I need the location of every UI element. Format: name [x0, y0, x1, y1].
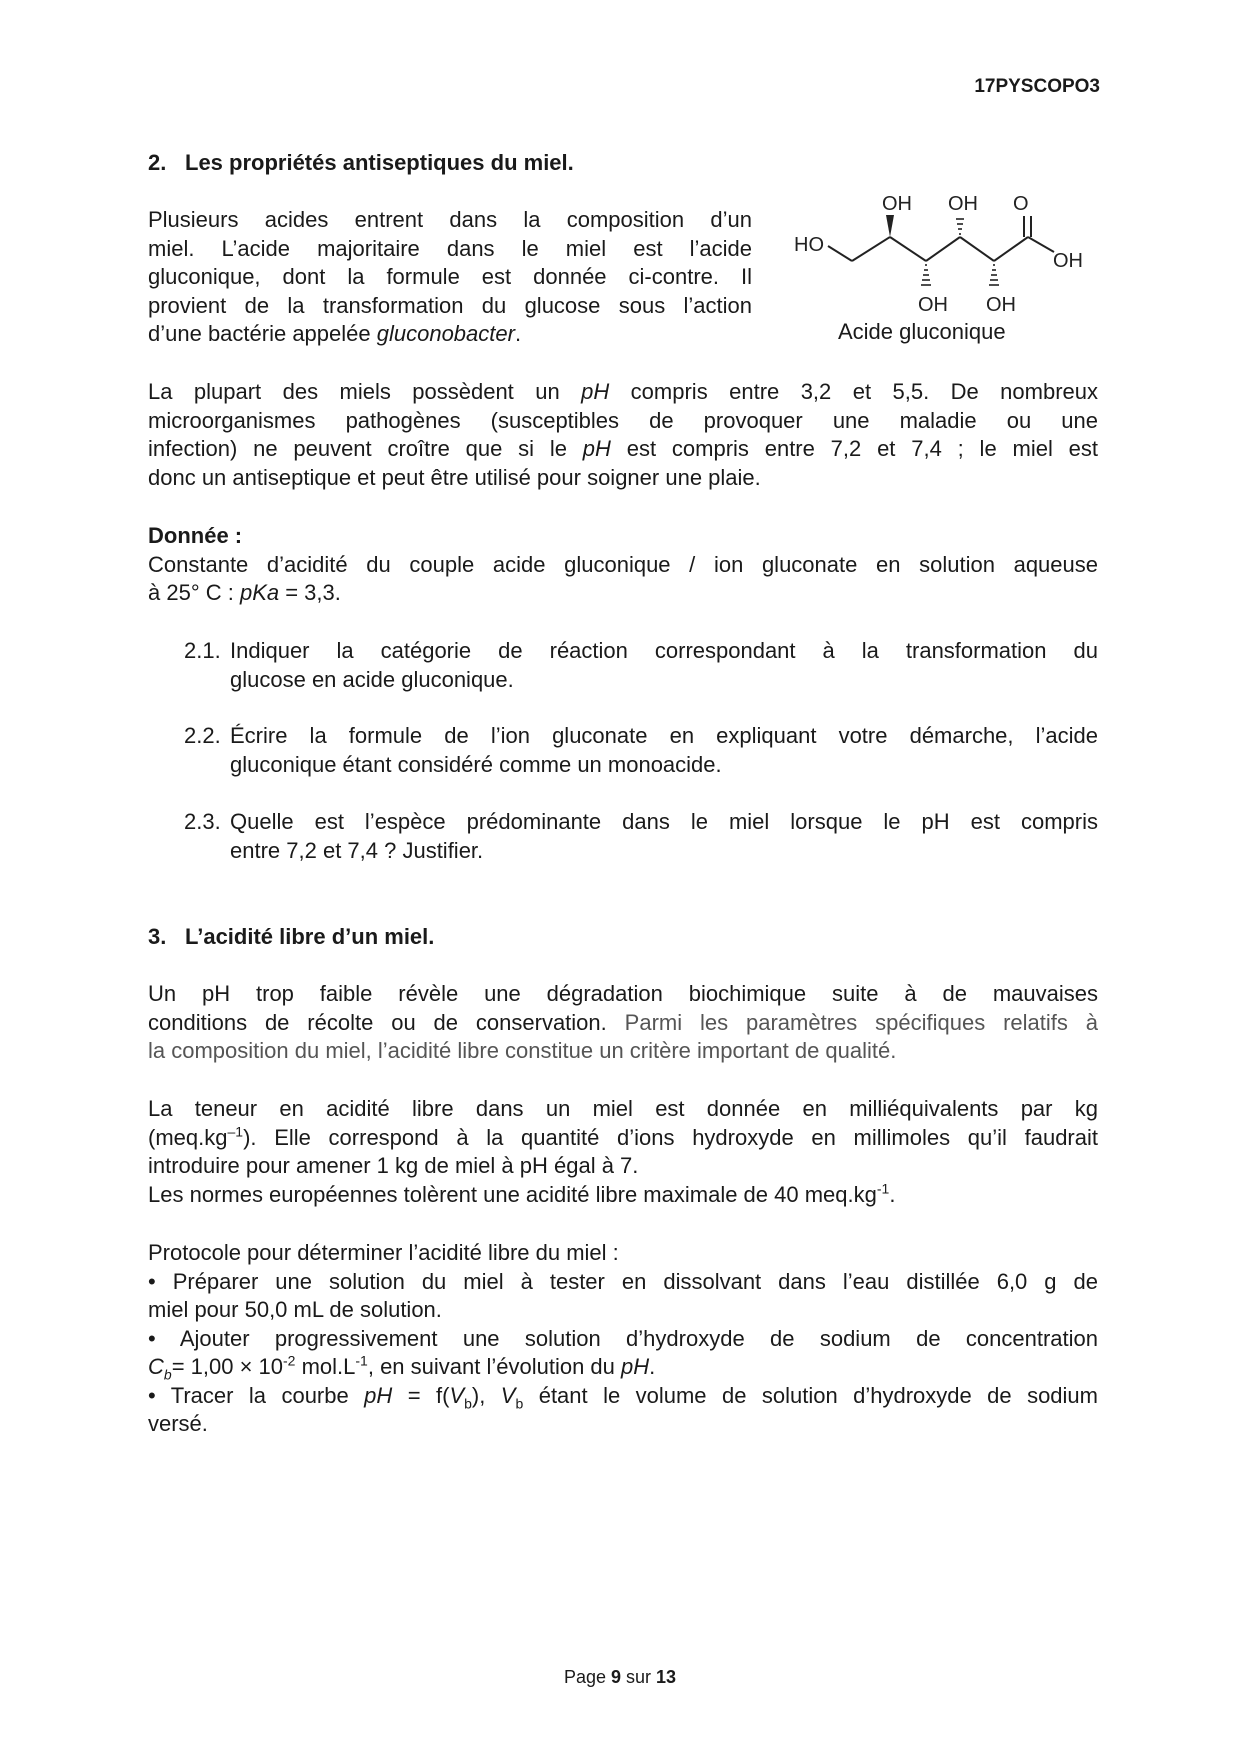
ph-paragraph	[148, 378, 1098, 492]
protocol-step: • Ajouter progressivement une solution d’hydroxyde de sodium de concentration	[148, 1325, 1098, 1351]
protocol-block	[148, 1239, 1098, 1439]
donnee-block	[148, 522, 1098, 608]
protocol-step: versé.	[148, 1411, 208, 1436]
page-number: 9	[610, 1667, 621, 1687]
question-2-1: 2.1. Indiquer la catégorie de réaction correspondant à la transformation du glucose en acide gluconique.	[184, 638, 1098, 692]
section-2-title	[148, 150, 574, 176]
ph-line: infection) ne peuvent croître que si le pH est compris entre 7,2 et 7,4 ; le miel est	[148, 436, 1098, 461]
donnee-line: Constante d’acidité du couple acide gluconique / ion gluconate en solution aqueuse	[148, 551, 1098, 577]
molecule-label-oh: OH	[918, 294, 948, 316]
ph-line: La plupart des miels possèdent un pH compris entre 3,2 et 5,5. De nombreux	[148, 379, 1098, 404]
question-number: 2.3.	[184, 809, 221, 834]
protocol-title: Protocole pour déterminer l’acidité libre du miel :	[148, 1240, 619, 1265]
protocol-step: • Tracer la courbe pH = $f(V_b)$, $V_b$ étant le volume de solution d’hydroxyde de sodium	[148, 1382, 1098, 1411]
protocol-step: $C_b= 1,00 \times 10^{-2}$ $mol.L^{-1}$, en suivant l’évolution du pH.	[148, 1352, 656, 1383]
molecule-label-oh: OH	[1053, 250, 1083, 272]
section-3-paragraph-2: La teneur en acidité libre dans un miel est donnée en milliéquivalents par kg $(meq.kg^{-1})$. Elle correspond à la quantité d’ions hydroxyde en millimoles qu’il faudrait introduire pour amener 1 kg de miel à pH égal à 7. Les normes européennes tolèrent une acidité libre maximale de 40 $meq.kg^{-1}$.	[148, 1096, 1098, 1207]
question-2-2: 2.2. Écrire la formule de l’ion gluconate en expliquant votre démarche, l’acide gluconique étant considéré comme un monoacide.	[184, 723, 1098, 777]
molecule-label-ho: HO	[794, 234, 824, 256]
intro-paragraph	[148, 206, 752, 349]
question-number: 2.1.	[184, 638, 221, 663]
molecule-bonds	[828, 216, 1054, 261]
section-3-title	[148, 924, 434, 950]
ph-line: donc un antiseptique et peut être utilisé pour soigner une plaie.	[148, 464, 761, 490]
hashed-bonds	[921, 219, 999, 285]
intro-line: gluconique, dont la formule est donnée ci-contre. Il	[148, 264, 752, 289]
molecule-label-oh: OH	[986, 294, 1016, 316]
gluconic-acid-structure	[788, 190, 1100, 320]
page-total: 13	[656, 1667, 677, 1687]
wedge-bond	[886, 215, 894, 237]
question-number: 2.2.	[184, 723, 221, 748]
molecule-caption: Acide gluconique	[838, 319, 1006, 344]
donnee-line: à 25° C : pKa = 3,3.	[148, 580, 341, 605]
section-3-number: 3.	[148, 924, 167, 949]
molecule-label-oh: OH	[948, 193, 978, 215]
intro-line: miel. L’acide majoritaire dans le miel est l’acide	[148, 235, 752, 261]
intro-line: Plusieurs acides entrent dans la composition d’un	[148, 207, 752, 232]
donnee-title: Donnée :	[148, 523, 243, 548]
question-2-3: 2.3. Quelle est l’espèce prédominante dans le miel lorsque le pH est compris entre 7,2 et 7,4 ? Justifier.	[184, 809, 1098, 863]
bacteria-name: gluconobacter	[376, 321, 515, 346]
protocol-step: miel pour 50,0 mL de solution.	[148, 1297, 442, 1322]
page-footer: Page 9 sur 13	[563, 1667, 677, 1687]
section-3-paragraph-1: Un pH trop faible révèle une dégradation biochimique suite à de mauvaises conditions de récolte ou de conservation. Parmi les paramètres spécifiques relatifs à la composition du miel, l’acidité libre constitue un critère important de qualité.	[148, 981, 1098, 1063]
section-2-number: 2.	[148, 150, 167, 175]
ph-line: microorganismes pathogènes (susceptibles de provoquer une maladie ou une	[148, 407, 1098, 433]
molecule-label-o: O	[1013, 193, 1029, 215]
molecule-label-oh: OH	[882, 193, 912, 215]
section-2-title-text: Les propriétés antiseptiques du miel.	[185, 150, 574, 175]
section-3-title-text: L’acidité libre d’un miel.	[185, 924, 435, 949]
intro-line: d’une bactérie appelée gluconobacter.	[148, 321, 522, 346]
document-code: 17PYSCOPO3	[974, 76, 1100, 97]
intro-line: provient de la transformation du glucose sous l’action	[148, 292, 752, 318]
protocol-step: • Préparer une solution du miel à tester en dissolvant dans l’eau distillée 6,0 g de	[148, 1268, 1098, 1294]
